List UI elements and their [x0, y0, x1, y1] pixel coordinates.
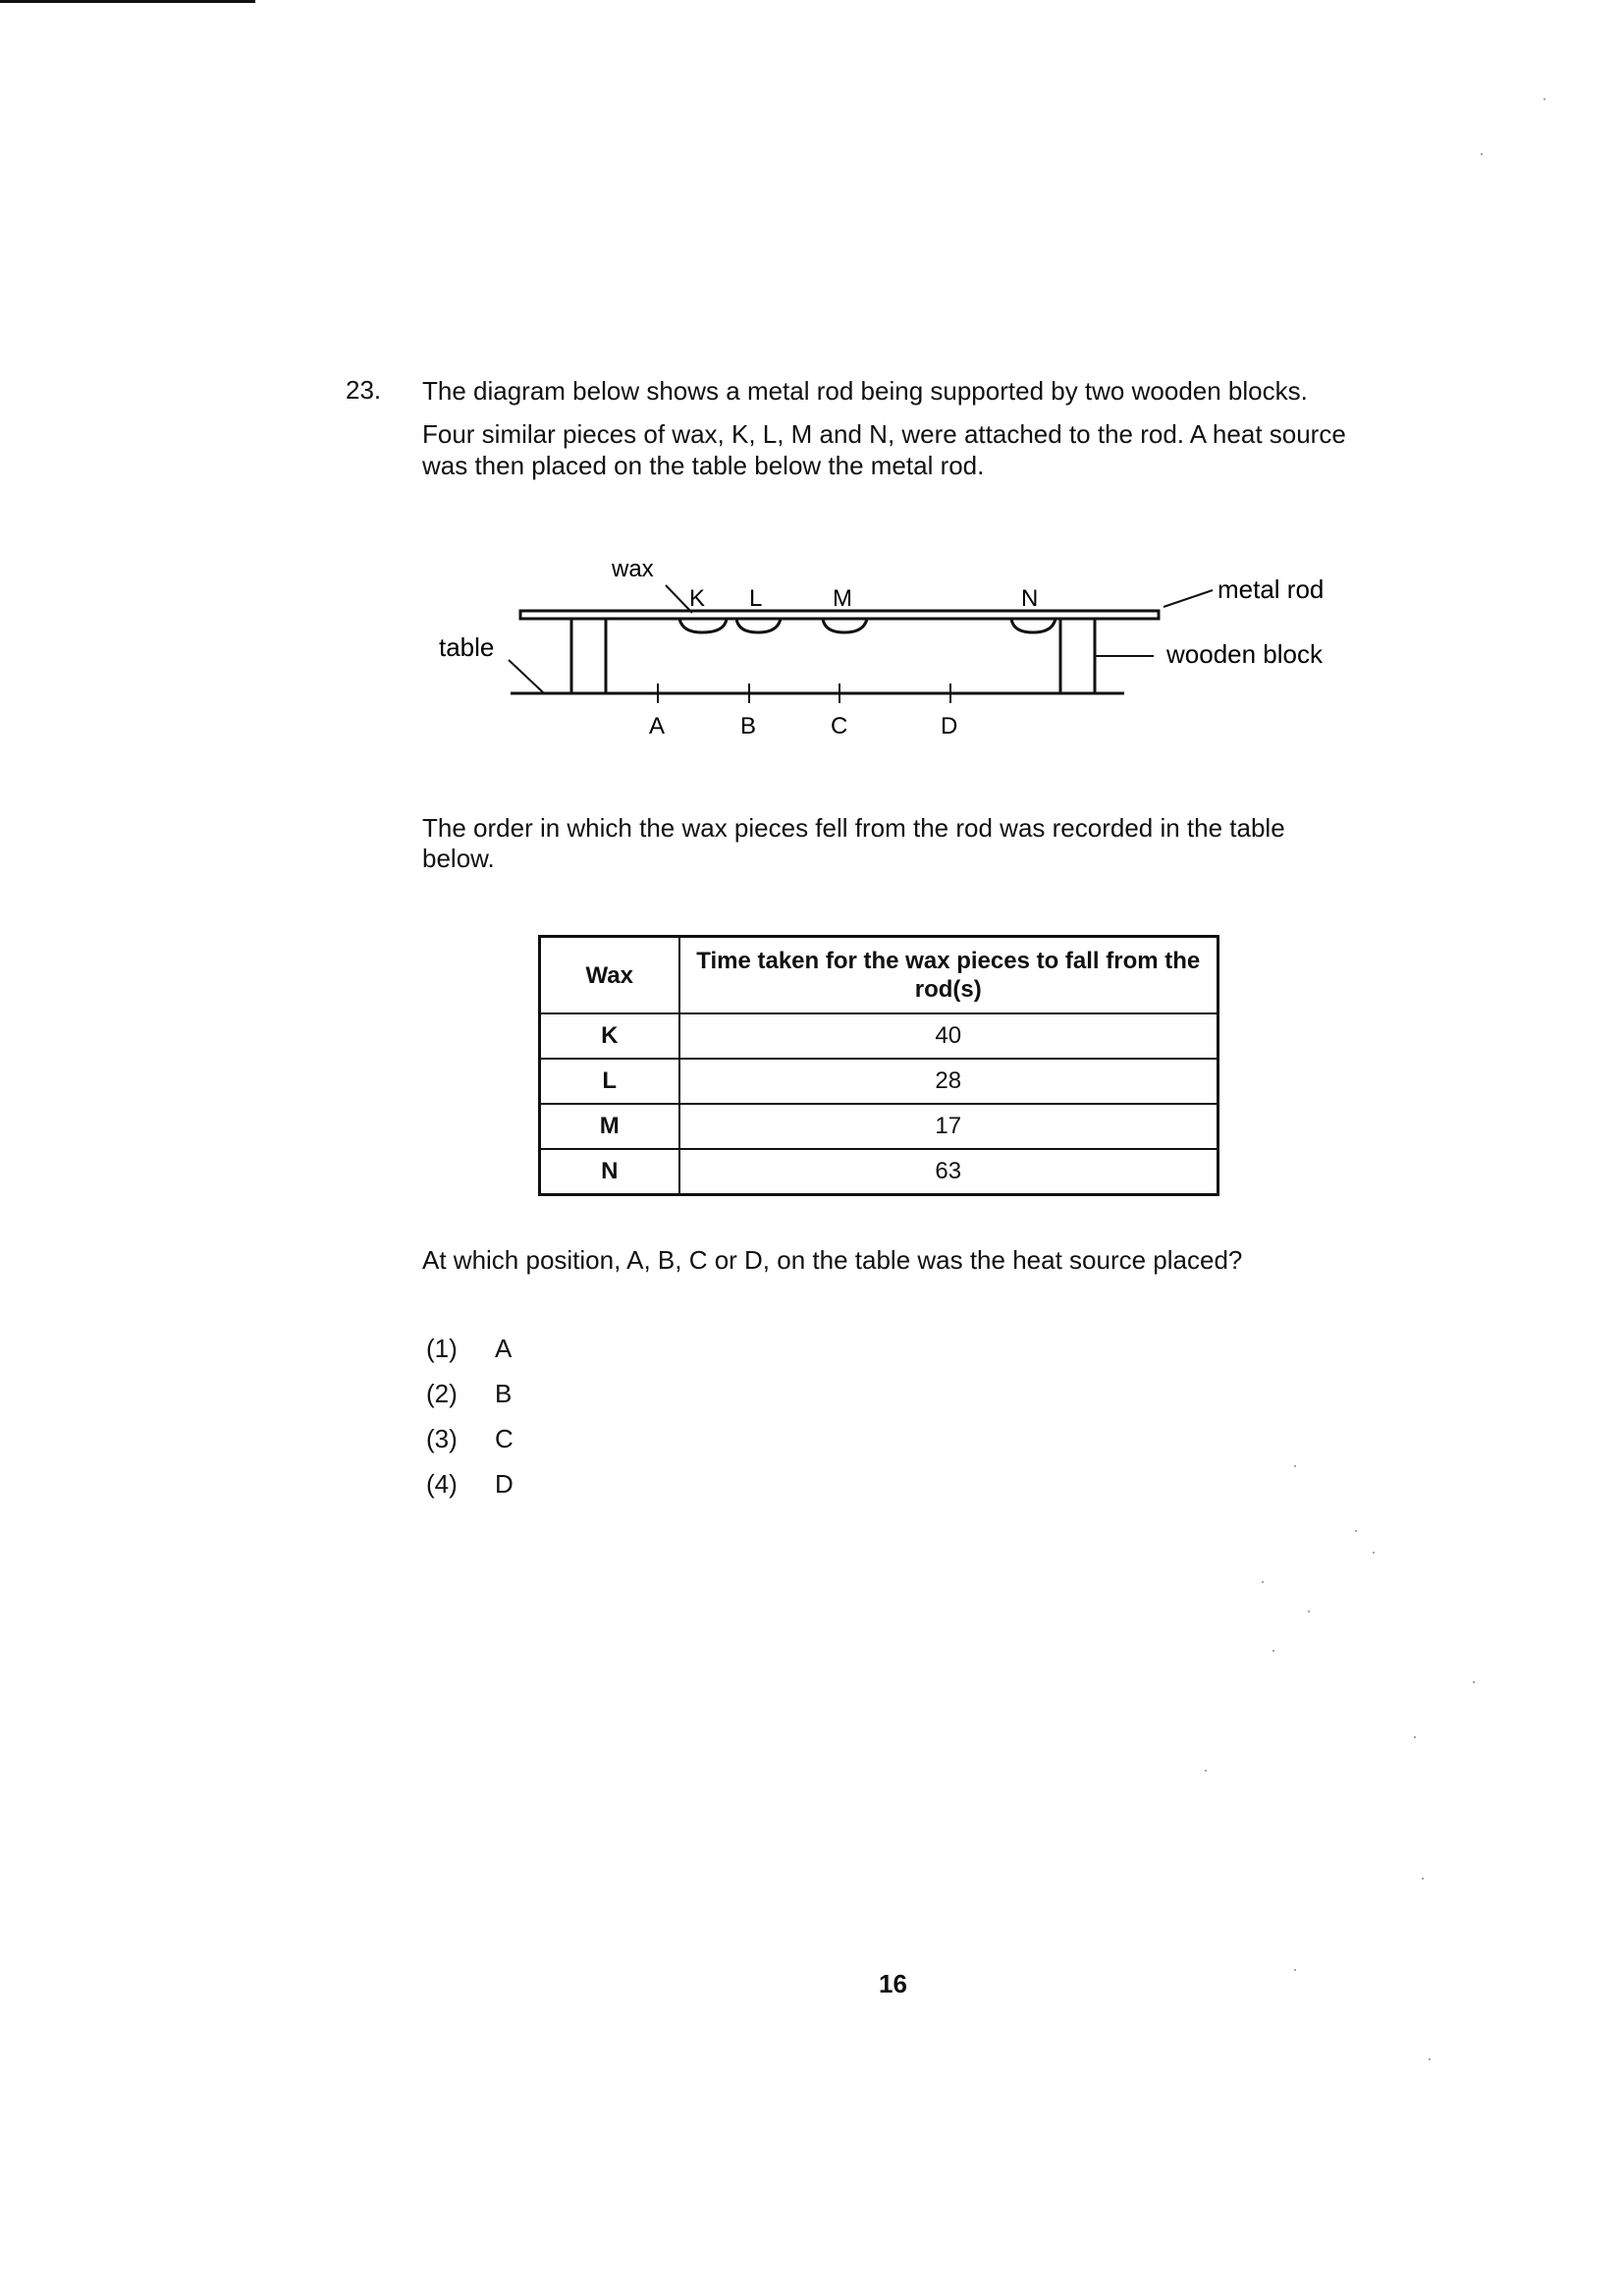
option-label: C	[495, 1424, 514, 1453]
position-a-label: A	[649, 713, 666, 739]
position-c-label: C	[831, 713, 848, 739]
left-wooden-block-shape	[571, 619, 606, 693]
wax-cell: L	[540, 1059, 679, 1104]
wooden-block-label: wooden block	[1166, 639, 1323, 669]
rod-diagram-svg	[412, 550, 1355, 746]
answer-options	[426, 1334, 514, 1514]
wax-piece-k-shape	[679, 619, 727, 632]
option-4[interactable]	[426, 1469, 514, 1514]
header-wax: Wax	[540, 937, 679, 1014]
scan-speck	[1355, 1530, 1357, 1532]
question-prompt: At which position, A, B, C or D, on the table was the heat source placed?	[422, 1245, 1243, 1275]
wax-m-label: M	[833, 585, 852, 612]
wax-cell: M	[540, 1104, 679, 1149]
option-number: (1)	[426, 1334, 458, 1363]
option-label: D	[495, 1469, 514, 1499]
wax-time-table	[538, 935, 1219, 1196]
top-rule	[0, 0, 255, 3]
time-cell: 63	[679, 1149, 1218, 1195]
scan-speck	[1373, 1552, 1375, 1554]
scan-speck	[1543, 98, 1545, 100]
option-label: B	[495, 1379, 513, 1408]
header-time: Time taken for the wax pieces to fall from the rod(s)	[679, 937, 1218, 1014]
time-cell: 28	[679, 1059, 1218, 1104]
option-2[interactable]	[426, 1379, 514, 1424]
rod-diagram	[412, 550, 1355, 751]
order-text: The order in which the wax pieces fell from the rod was recorded in the table below.	[422, 813, 1285, 873]
scan-speck	[1294, 1465, 1296, 1467]
stem-line-1: The diagram below shows a metal rod being supported by two wooden blocks.	[422, 376, 1308, 406]
time-cell: 17	[679, 1104, 1218, 1149]
table-row	[540, 1013, 1218, 1059]
option-number: (3)	[426, 1424, 458, 1453]
option-3[interactable]	[426, 1424, 514, 1469]
scan-speck	[1422, 1878, 1424, 1880]
option-number: (2)	[426, 1379, 458, 1408]
option-label: A	[495, 1334, 513, 1363]
wax-piece-n-shape	[1011, 619, 1056, 632]
wax-leader	[666, 585, 692, 613]
metal-rod-label: metal rod	[1218, 574, 1325, 604]
wax-piece-m-shape	[823, 619, 867, 632]
scan-speck	[1473, 1681, 1475, 1683]
question-stem	[422, 375, 1384, 493]
table-header-row	[540, 937, 1218, 1014]
stem-line-2: Four similar pieces of wax, K, L, M and N, were attached to the rod. A heat source was then placed on the table below the metal rod.	[422, 419, 1346, 480]
option-number: (4)	[426, 1469, 458, 1499]
scan-speck	[1414, 1736, 1416, 1738]
table-row	[540, 1059, 1218, 1104]
wax-l-label: L	[749, 585, 763, 612]
wax-label: wax	[612, 556, 654, 582]
scan-speck	[1205, 1770, 1207, 1772]
table-leader	[509, 660, 543, 692]
table-label: table	[439, 632, 495, 662]
right-wooden-block-shape	[1060, 619, 1095, 693]
time-cell: 40	[679, 1013, 1218, 1059]
position-b-label: B	[740, 713, 757, 739]
question-number: 23.	[346, 375, 382, 405]
wax-k-label: K	[689, 585, 706, 612]
scan-speck	[1272, 1650, 1274, 1652]
scan-speck	[1262, 1581, 1264, 1583]
table-row	[540, 1149, 1218, 1195]
wax-cell: K	[540, 1013, 679, 1059]
scan-speck	[1294, 1969, 1296, 1971]
wax-n-label: N	[1021, 585, 1039, 612]
scan-speck	[1308, 1611, 1310, 1613]
table-row	[540, 1104, 1218, 1149]
position-d-label: D	[941, 713, 958, 739]
scan-speck	[1481, 153, 1483, 155]
wax-cell: N	[540, 1149, 679, 1195]
option-1[interactable]	[426, 1334, 514, 1379]
page-number: 16	[879, 1969, 907, 1998]
wax-piece-l-shape	[736, 619, 781, 632]
scan-speck	[1429, 2058, 1431, 2060]
metal-rod-leader	[1164, 590, 1213, 607]
